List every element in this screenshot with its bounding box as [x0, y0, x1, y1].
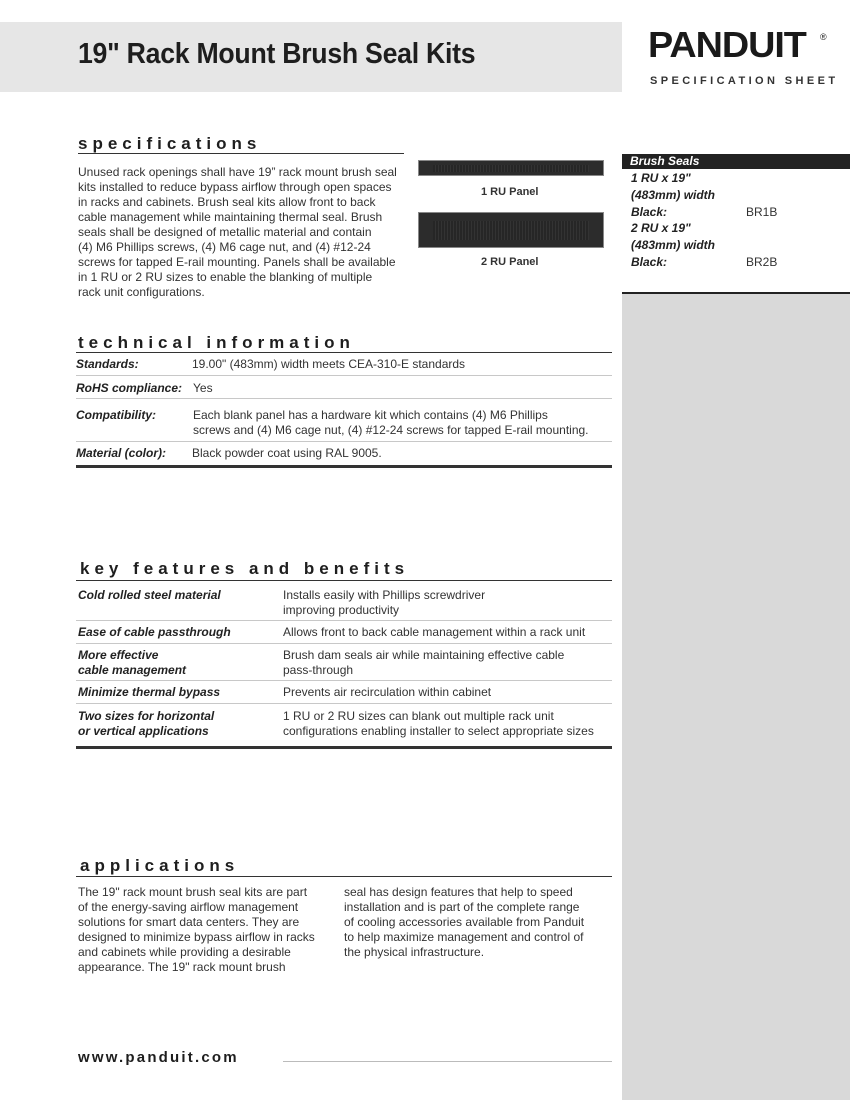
- panel-1ru-image: [418, 160, 604, 176]
- row-divider: [76, 680, 612, 681]
- tech-label-compatibility: Compatibility:: [76, 408, 156, 422]
- sidebar-heading: Brush Seals: [622, 154, 850, 169]
- row-divider: [76, 620, 612, 621]
- panel-1ru-caption: 1 RU Panel: [481, 186, 539, 198]
- registered-mark: ®: [820, 32, 827, 42]
- feature-benefit: Allows front to back cable management within a rack unit: [283, 625, 586, 639]
- row-divider: [76, 703, 612, 704]
- tech-value-standards: 19.00" (483mm) width meets CEA-310-E standards: [192, 357, 466, 371]
- sidebar-item-code: BR2B: [746, 255, 778, 269]
- panel-2ru-image: [418, 212, 604, 248]
- tech-value-compatibility: Each blank panel has a hardware kit which contains (4) M6 Phillips screws and (4) M6 cage nut, (4) #12-24 screws for tapped E-rail mounting.: [193, 408, 589, 437]
- row-divider: [76, 441, 612, 442]
- feature-name: Ease of cable passthrough: [78, 625, 231, 639]
- specifications-heading: specifications: [78, 134, 262, 153]
- applications-col-1: The 19" rack mount brush seal kits are part of the energy-saving airflow management solutions for smart data centers. They are designed to minimize bypass airflow in racks and cabinets while providing a desirable appearance. The 19" rack mount brush: [78, 885, 315, 974]
- applications-col-2: seal has design features that help to speed installation and is part of the complete range of cooling accessories available from Panduit to help maximize management and control of the physical infrastructure.: [344, 885, 585, 959]
- tech-value-rohs: Yes: [193, 381, 213, 395]
- sidebar-rule: [622, 292, 850, 294]
- page-title: 19" Rack Mount Brush Seal Kits: [78, 38, 476, 70]
- sidebar-item-width: (483mm) width: [631, 188, 716, 202]
- tech-label-rohs: RoHS compliance:: [76, 381, 183, 395]
- technical-heading: technical information: [78, 333, 355, 352]
- features-rule: [76, 580, 612, 581]
- specifications-rule: [78, 153, 404, 154]
- feature-name: Two sizes for horizontal or vertical applications: [78, 709, 215, 738]
- features-heading: key features and benefits: [80, 559, 410, 578]
- feature-benefit: Installs easily with Phillips screwdriver improving productivity: [283, 588, 486, 617]
- tech-value-material: Black powder coat using RAL 9005.: [192, 446, 382, 460]
- sidebar-item-code: BR1B: [746, 205, 778, 219]
- footer-rule: [283, 1061, 612, 1062]
- sidebar-item-color-label: Black:: [631, 255, 668, 269]
- sidebar-item-width: (483mm) width: [631, 238, 716, 252]
- feature-benefit: Prevents air recirculation within cabinet: [283, 685, 492, 699]
- sidebar-item-size: 2 RU x 19": [631, 221, 691, 235]
- applications-heading: applications: [80, 856, 240, 875]
- panel-2ru-caption: 2 RU Panel: [481, 256, 539, 268]
- sidebar-item-size: 1 RU x 19": [631, 171, 691, 185]
- technical-rule: [76, 352, 612, 353]
- sidebar-item-color-label: Black:: [631, 205, 668, 219]
- feature-benefit: 1 RU or 2 RU sizes can blank out multiple rack unit configurations enabling installer to select appropriate sizes: [283, 709, 594, 738]
- tech-label-standards: Standards:: [76, 357, 139, 371]
- specifications-text: Unused rack openings shall have 19” rack mount brush seal kits installed to reduce bypass airflow through open spaces in racks and cabinets. Brush seal kits allow front to back cable management while maintaining thermal seal. Brush seals shall be designed of metallic material and contain (4) M6 Phillips screws, (4) M6 cage nut, and (4) #12-24 screws for tapped E-rail mounting. Panels shall be available in 1 RU or 2 RU sizes to enable the blanking of multiple rack unit configurations.: [78, 165, 397, 299]
- panduit-logo: PANDUIT: [648, 24, 806, 65]
- tech-label-material: Material (color):: [76, 446, 167, 460]
- footer-website-link[interactable]: www.panduit.com: [78, 1049, 239, 1066]
- feature-name: Minimize thermal bypass: [78, 685, 221, 699]
- feature-name: Cold rolled steel material: [78, 588, 221, 602]
- technical-end-rule: [76, 465, 612, 468]
- doc-type-label: SPECIFICATION SHEET: [650, 75, 839, 87]
- features-end-rule: [76, 746, 612, 749]
- row-divider: [76, 643, 612, 644]
- feature-name: More effective cable management: [78, 648, 187, 677]
- applications-rule: [76, 876, 612, 877]
- row-divider: [76, 398, 612, 399]
- feature-benefit: Brush dam seals air while maintaining effective cable pass-through: [283, 648, 565, 677]
- row-divider: [76, 375, 612, 376]
